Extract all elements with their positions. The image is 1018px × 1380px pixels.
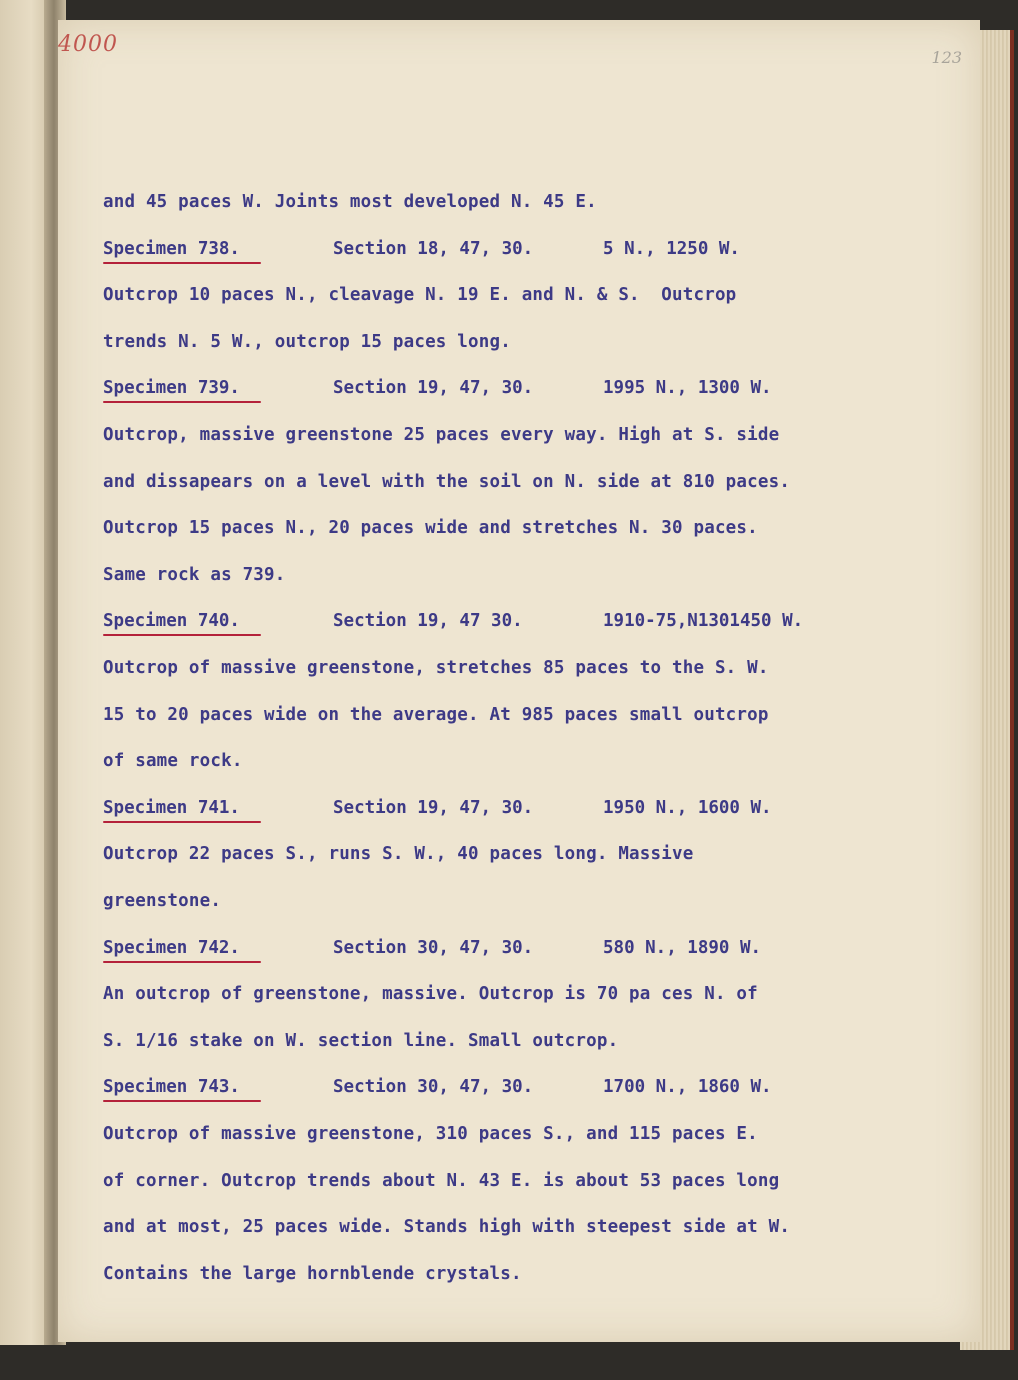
- specimen-label: Specimen 738.: [103, 239, 333, 259]
- typed-line: S. 1/16 stake on W. section line. Small outcrop.: [103, 1031, 619, 1051]
- specimen-coordinates: 1700 N., 1860 W.: [603, 1077, 772, 1097]
- specimen-coordinates: 5 N., 1250 W.: [603, 239, 740, 259]
- specimen-heading: [103, 798, 772, 818]
- notebook-page: [58, 20, 980, 1342]
- red-underline: [103, 262, 261, 264]
- typed-line: Outcrop of massive greenstone, 310 paces S., and 115 paces E.: [103, 1124, 758, 1144]
- typed-line: Outcrop of massive greenstone, stretches 85 paces to the S. W.: [103, 658, 769, 678]
- typed-line: 15 to 20 paces wide on the average. At 985 paces small outcrop: [103, 705, 769, 725]
- specimen-section: Section 18, 47, 30.: [333, 239, 534, 259]
- typed-line: Outcrop, massive greenstone 25 paces every way. High at S. side: [103, 425, 780, 445]
- typed-line: Outcrop 22 paces S., runs S. W., 40 paces long. Massive: [103, 844, 694, 864]
- red-underline: [103, 821, 261, 823]
- typed-line: of same rock.: [103, 751, 243, 771]
- specimen-label: Specimen 743.: [103, 1077, 333, 1097]
- specimen-heading: [103, 938, 761, 958]
- typed-line: Outcrop 15 paces N., 20 paces wide and stretches N. 30 paces.: [103, 518, 758, 538]
- specimen-section: Section 19, 47, 30.: [333, 798, 534, 818]
- specimen-section: Section 30, 47, 30.: [333, 1077, 534, 1097]
- specimen-heading: [103, 611, 803, 631]
- specimen-section: Section 30, 47, 30.: [333, 938, 534, 958]
- specimen-heading: [103, 378, 772, 398]
- specimen-coordinates: 1910-75,N1301450 W.: [603, 611, 804, 631]
- handwritten-corner-note: 4000: [58, 32, 118, 57]
- page-number: 123: [931, 48, 962, 67]
- red-underline: [103, 634, 261, 636]
- specimen-coordinates: 580 N., 1890 W.: [603, 938, 762, 958]
- specimen-label: Specimen 741.: [103, 798, 333, 818]
- typed-line: trends N. 5 W., outcrop 15 paces long.: [103, 332, 511, 352]
- typed-line: and at most, 25 paces wide. Stands high with steepest side at W.: [103, 1217, 791, 1237]
- specimen-section: Section 19, 47, 30.: [333, 378, 534, 398]
- typed-line: Contains the large hornblende crystals.: [103, 1264, 522, 1284]
- specimen-heading: [103, 1077, 772, 1097]
- red-underline: [103, 961, 261, 963]
- specimen-label: Specimen 742.: [103, 938, 333, 958]
- typed-line: and dissapears on a level with the soil on N. side at 810 paces.: [103, 472, 791, 492]
- typed-line: of corner. Outcrop trends about N. 43 E. is about 53 paces long: [103, 1171, 780, 1191]
- typed-line: and 45 paces W. Joints most developed N. 45 E.: [103, 192, 597, 212]
- specimen-coordinates: 1995 N., 1300 W.: [603, 378, 772, 398]
- specimen-label: Specimen 740.: [103, 611, 333, 631]
- typed-line: greenstone.: [103, 891, 222, 911]
- red-underline: [103, 401, 261, 403]
- red-underline: [103, 1100, 261, 1102]
- typed-line: Same rock as 739.: [103, 565, 286, 585]
- specimen-section: Section 19, 47 30.: [333, 611, 523, 631]
- typed-line: An outcrop of greenstone, massive. Outcrop is 70 pa ces N. of: [103, 984, 758, 1004]
- specimen-heading: [103, 239, 740, 259]
- specimen-coordinates: 1950 N., 1600 W.: [603, 798, 772, 818]
- typed-line: Outcrop 10 paces N., cleavage N. 19 E. and N. & S. Outcrop: [103, 285, 737, 305]
- specimen-label: Specimen 739.: [103, 378, 333, 398]
